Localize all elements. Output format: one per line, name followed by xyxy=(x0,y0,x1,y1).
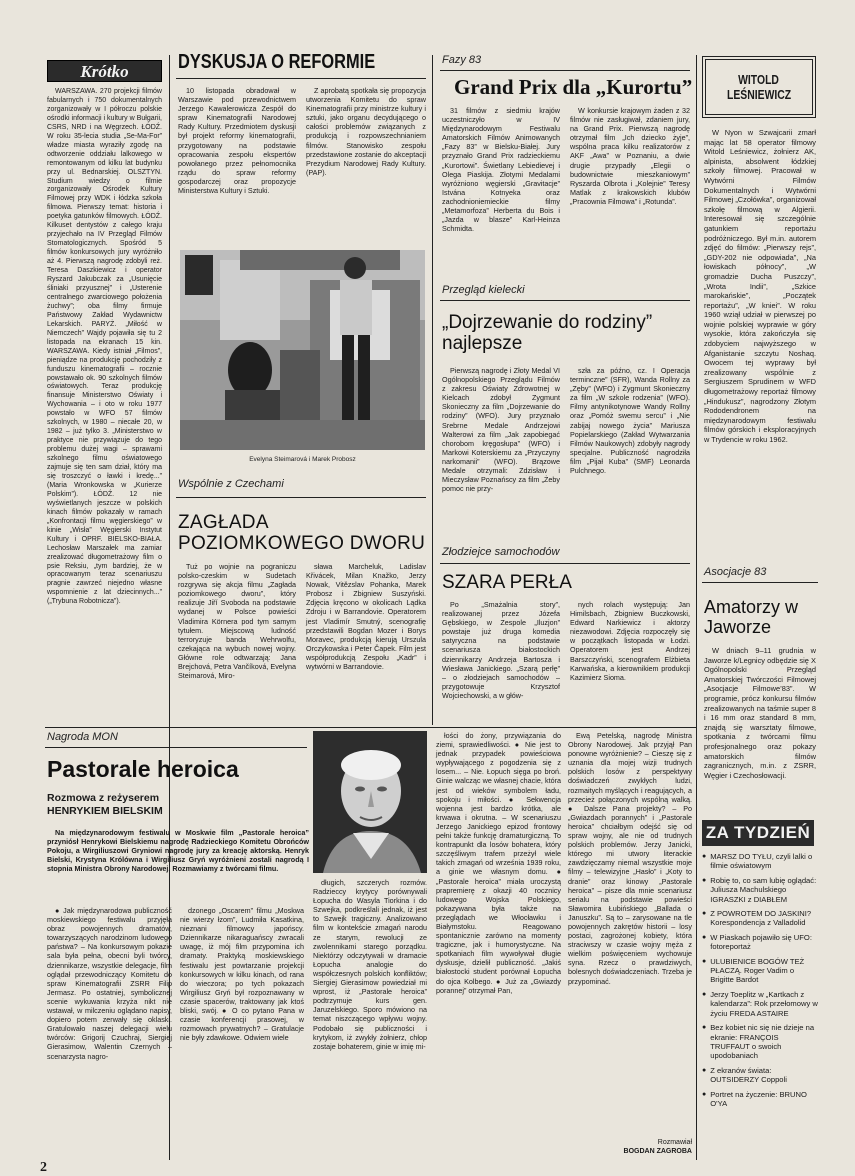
pastorale-section: Nagroda MON xyxy=(47,731,118,743)
lesniewicz-text: W Nyon w Szwajcarii zmarł mając lat 58 operator filmowy Witold Leśniewicz, żołnierz AK, alpinista, absolwent łódzkiej szkoły filmowej. Pracował w Wytwórni Filmów Dokumentalnych i Wytwórni Filmowej „Czołówka”, organizował szkołę filmową w Algierii. Interesował się szczególnie gatunkiem reportażu podróżniczego. Był m.in. autorem zdjęć do filmów: „Pierwszy rejs”, „GDY-202 nie odpowiada”, „Na łowiskach północy”, „W gromadzie Ducha Puszczy”, „Wrota Indii”, „Szkice marokańskie”, „Początek reportażu”, „W knieі”. W roku 1960 wziął udział w pierwszej po wojnie polskiej wyprawie w góry wysokie, która zakończyła się zdobyciem najwyższego w Afganistanie szczytu Noshaq. Owocem tej wyprawy był zrealizowany wspólnie z Sergiuszem Sprudinem w WFD długometrażowy reportaż filmowy „Hindukusz”, nagrodzony Złotym Rododendronem na międzynarodowym festiwalu filmów górskich i eksploracyjnych w Trydencie w roku 1962. xyxy=(704,128,816,444)
bullet-icon: ● xyxy=(702,1066,707,1074)
pastorale-author xyxy=(568,1138,692,1156)
tydzien-item-label: Z POWROTEM DO JASKINI? Korespondencja z Valladolid xyxy=(710,909,812,928)
kielecki-col1: Pierwszą nagrodę i Złoty Medal VI Ogólnopolskiego Przeglądu Filmów z zakresu Oświaty Zdrowotnej w Kielcach zdobył Zygmunt Skonieczny za film „Dojrzewanie do rodziny” (WFO). Jury przyznało Srebrne Medale Andrzejowi Walterowi za film „Jak zapobiegać chorobom kręgosłupa” (WFO) i Markowi Koterskiemu za „Przyczyny narkomanii” (WFO). Brązowe Medale otrzymali: Zdzisław i Mieczysław Poznańscy za film „Żeby pomoc nie przy- xyxy=(442,366,560,494)
pastorale-col2: dzonego „Oscarem” filmu „Moskwa nie wierzy łzom”, Ludmiła Kasatkina, nieznani filmowcy japońscy. Dziennikarze nikaraguańscy zwracali uwagę, iż mój film przypomina ich dramaty. Praktyką moskiewskiego festiwalu jest powtarzanie projekcji konkursowych w kilku kinach, od rana do wieczora; po tych pokazach Wirgiliusz Gryń był rozpoznawany w czasie spacerów, traktowany jak ktoś bliski, swój. ● O co pytano Pana w czasie konferencji prasowej, w rozmowach prywatnych? – Gratulacje nie były zdawkowe. Odwiem wiele xyxy=(180,906,304,1043)
col-divider-mid xyxy=(432,55,433,725)
perla-section: Złodziejce samochodów xyxy=(442,546,560,558)
dyskusja-col1: 10 listopada obradował w Warszawie pod przewodnictwem Jerzego Kawalerowicza Zespół do spraw Kinematografii Narodowej Rady Kultury. Przedmiotem dyskusji był projekt reformy kinematografii, przygotowany na podstawie opracowania zespołu ekspertów powołanego przez pełnomocnika rządu do spraw reformy gospodarczej oraz propozycje Ministerstwa Kultury i Sztuki. xyxy=(178,86,296,196)
tydzien-item-label: Jerzy Toeplitz w „Kartkach z kalendarza”: Rok przełomowy w życiu FREDA ASTAIRE xyxy=(710,989,818,1018)
tydzien-item-label: W Piaskach pojawiło się UFO: fotoreportaż xyxy=(710,932,812,952)
lesniewicz-header-box xyxy=(702,56,816,118)
perla-col1: Po „Smażalnia story”, realizowanej przez Józefa Gębskiego, w Zespole „Iluzjon” powstaje już druga komedia satyryczna na podstawie scenariusza białostockich dziennikarzy Andrzeja Bartosza i Wiesława Janickiego. „Szarą perłę” – o złodziejach samochodów – przygotowuje Krzysztof Wojciechowski, a w głów- xyxy=(442,600,560,700)
wspolnie-col1: Tuż po wojnie na pograniczu polsko-czeskim w Sudetach rozgrywa się akcja filmu „Zagłada poziomkowego dworu”, który realizuje Jiří Svoboda na podstawie wydanej w Polsce powieści Vladimira Körnera pod tym samym tytułem. Miejscową ludność terroryzuje banda Wehrwolfu, czekająca na wybuch nowej wojny. Główne role odtwarzają: Jana Brejchová, Petra Vančíková, Evelyna Steimarová, Miro- xyxy=(178,562,296,681)
author-name: BOGDAN ZAGROBA xyxy=(623,1148,692,1155)
tydzien-item xyxy=(702,852,818,871)
bullet-icon: ● xyxy=(702,1024,707,1032)
asocjacje-text: W dniach 9–11 grudnia w Jaworze k/Legnicy odbędzie się X Ogólnopolski Przegląd Amatorskiej Twórczości Filmowej „Asocjacje Filmowe’83”. W programie, prócz konkursu filmów zrealizowanych na taśmie super 8 i 16 mm oraz standard 8 mm, znajdą się warsztaty filmowe, spotkania z twórcami filmu profesjonalnego oraz pokazy amatorskich filmów zagranicznych, m.in. z ZSRR, Węgier i Czechosłowacji. xyxy=(704,646,816,780)
col-divider-right xyxy=(696,55,697,1160)
tydzien-item-label: Bez kobiet nic się nie dzieje na ekranie: FRANÇOIS TRUFFAUT o swoich upodobaniach xyxy=(710,1023,815,1061)
dyskusja-title: DYSKUSJA O REFORMIE xyxy=(178,51,376,73)
tydzien-item xyxy=(702,933,818,952)
author-label: Rozmawiał xyxy=(657,1139,692,1146)
tydzien-header: ZA TYDZIEŃ xyxy=(702,820,814,846)
bullet-icon: ● xyxy=(702,876,707,884)
tydzien-item-label: Robię to, co sam lubię oglądać: Juliusza Machulskiego IGRASZKI z DIABŁEM xyxy=(710,875,817,904)
tydzien-item-label: Z ekranów świata: OUTSIDERZY Coppoli xyxy=(710,1065,787,1085)
perla-title: SZARA PERŁA xyxy=(442,572,572,593)
pastorale-col1: ● Jak międzynarodowa publiczność moskiewskiego festiwalu przyjęła obraz powojennych dramatów, towarzyszących narodzinom ludowego państwa? – Na konkursowym pokazie sala była pełna, obecni byli twórcy, dziennikarze, wszystkie delegacje, film oglądał przewodniczący Komitetu do spraw Kinematografii ZSRR Filip Jermasz. Po ostatniej, symbolicznej scenie wykuwania krzyża nikt nie wstawał, w milczeniu oglądano napisy, dopiero potem zerwały się oklaski. Gratulowało naszej delegacji wielu twórców: Grigorij Czuchraj, Siergiej Gierasimow, Walentin Czernych – scenarzysta nagro- xyxy=(47,906,172,1061)
lesniewicz-header-last: LEŚNIEWICZ xyxy=(726,87,792,102)
lesniewicz-header-first: WITOLD xyxy=(738,72,780,87)
grandprix-col1: 31 filmów z siedmiu krajów uczestniczyło w IV Międzynarodowym Festiwalu Amatorskich Filmów Animowanych „Fazy 83” w Bielsku-Białej. Jury przyznało Grand Prix radzieckiemu „Kurortowi”. Świetlany Lebiedievej i Olega Piaskija. Złotymi Medalami wyróżniono węgierski „Gravitacje” Istvána Kotnyeka oraz zachodnioniemieckie filmy „Metamorfoza” Herberta du Bois i „Jazda w blasze” Karl-Heinza Schmidta. xyxy=(442,106,560,234)
tydzien-item xyxy=(702,876,818,904)
tydzien-item xyxy=(702,1090,818,1109)
tydzien-item xyxy=(702,1023,818,1061)
asocjacje-title: Amatorzy w Jaworze xyxy=(704,597,799,637)
perla-col2: nych rolach występują: Jan Himilsbach, Zbigniew Buczkowski, Edward Narkiewicz i aktorzy niezawodowi. Zdjęcia rozpoczęły się w początkach listopada w Łodzi. Operatorem jest Andrzej Barszczyński, scenografem Elżbieta Karwańska, a kierownikiem produkcji Kazimierz Sioma. xyxy=(570,600,690,682)
film-still-image xyxy=(180,250,425,450)
tydzien-item xyxy=(702,909,818,928)
grandprix-title: Grand Prix dla „Kurortu” xyxy=(454,75,693,99)
bullet-icon: ● xyxy=(702,957,707,965)
grandprix-col2: W konkursie krajowym żaden z 32 filmów nie zasługiwał, zdaniem jury, na Grand Prix. Pierwszą nagrodę otrzymał film „Ich dziecko żyje”, wspólna praca kilku realizatorów z AKF „Awa” w Poznaniu, a dwie drugie przypadły „Elegii o budownictwie mieszkaniowym” Ryszarda Olbrota i „Kolejnie” Teresy Matlak z krakowskich klubów „Pracownia Filmowa” i „Rotunda”. xyxy=(570,106,690,206)
grandprix-section: Fazy 83 xyxy=(442,54,482,66)
kielecki-section: Przegląd kielecki xyxy=(442,284,525,296)
portrait-image xyxy=(313,731,427,873)
kielecki-col2: szła za późno, cz. I Operacja terminczne” (SFR), Wanda Rollny za „Zęby” (WFO) i Zygmunt Skonieczny za film „W szkole rodzenia” (WFO). Filmy antynikotynowe Wandy Rollny oraz „Pomóż swemu sercu” i „Nie zabijaj nowego życia” Mariusza Popielarskiego (Zakład Wytwarzania Filmów Naukowych) zdobyły nagrody specjalne. Publiczność nagrodziła film „Pijał Kuba” (SMF) Leonarda Pulchnego. xyxy=(570,366,690,476)
photo-steimarova-probosz xyxy=(180,250,425,450)
dyskusja-col2: Z aprobatą spotkała się propozycja utworzenia Komitetu do spraw Kinematografii przy ministrze kultury i sztuki, jako organu decydującego o całości problemów związanych z produkcją i rozpowszechnianiem filmów. Stanowisko zespołu przedstawione zostanie do akceptacji Prezydium Narodowej Rady Kultury. (PAP). xyxy=(306,86,426,177)
pastorale-subtitle-line1: Rozmowa z reżyserem xyxy=(47,792,160,804)
krotko-text: WARSZAWA. 270 projekcji filmów fabularnych i 750 dokumentalnych zorganizowały w I półroczu polskie ośrodki informacji i kultury w Bułgarii, CSRS, NRD i na Węgrzech. ŁÓDŹ. W roku 35-lecia studia „Se-Ma-For” władze miasta wyraziły zgodę na odtworzenie oddziału lalkowego w remontowanym od kilku lat budynku przy ul. Bednarskiej. OLSZTYN. Studium wiedzy o filmie zorganizowały Ośrodek Kultury Filmowej przy WDK i łódzka szkoła filmowa. Pierwszy temat: historia i poetyka gatunków filmowych. ŁÓDŹ. Kilkuset dentystów z całego kraju przyjechało na IV Przegląd Filmów Stomatologicznych. Spośród 5 filmów konkursowych jury wyróżniło aż 4. Pierwszą nagrodę zdobyli reż. Teresa Daszkiewicz i operator Ryszard Jakubczak za „Usunięcie śliniaki przyusznej” i „Usterenie centralnego zwarciowego położenia żuchwy”; oba filmy firmuje Państwowy Zakład Wydawnictw Lekarskich. PARYŻ. „Miłość w Niemczech” Wajdy pojawiła się tu 2 listopada na ekranach 15 kin. WARSZAWA. Kiedy istniał „Filmos”, pieniądze na produkcję pochodziły z funduszu kinematografii – rocznie powstawało ok. 90 szkolnych filmów oświatowych. Teraz produkcję finansuje Ministerstwo Oświaty i Wychowania – i oto w roku 1977 powstało w WFO 57 filmów szkolnych, w 1980 – niecałe 20, w 1982 – już tylko 3. „Ministerstwo w praktyce nie przywiązuje do tego problemu dużej wagi – sprawami szkolnego filmu oświatowego zajmuje się ten sam dział, który ma się troszczyć o ławki i kredę...” (Maria Wronkowska w „Kurierze Polskim”). ŁÓDŹ. 12 nie wyświetlanych jeszcze w polskich kinach filmów pokazały w ramach „Konfrontacji filmu węgierskiego” w kinie „Wisła” Węgierski Instytut Kultury i OPRF. BIELSKO-BIAŁA. Lechosław Marszałek ma zamiar zrealizować długometrażowy film o psie Reksiu, „tym bardziej, że w opracowanym teraz scenariuszu pragnie zawrzeć niejedno własne wspomnienie z lat dziecinnych...” („Trybuna Robotnicza”). xyxy=(47,88,162,606)
wspolnie-section: Wspólnie z Czechami xyxy=(178,478,284,490)
tydzien-item-label: Portret na życzenie: BRUNO O'YA xyxy=(710,1089,807,1108)
tydzien-item xyxy=(702,1066,818,1085)
tydzien-item-label: MARSZ DO TYŁU, czyli lalki o filmie oświatowym xyxy=(710,852,813,871)
bullet-icon: ● xyxy=(702,933,707,941)
pastorale-subtitle xyxy=(47,792,307,818)
bullet-icon: ● xyxy=(702,990,707,998)
wspolnie-title: ZAGŁADA POZIOMKOWEGO DWORU xyxy=(178,512,426,554)
tydzien-item xyxy=(702,990,818,1018)
tydzien-item xyxy=(702,957,818,985)
tydzien-item-label: ULUBIENICE BOGÓW TEŻ PŁACZĄ. Roger Vadim o Brigitte Bardot xyxy=(710,956,805,985)
tydzien-list xyxy=(702,852,818,1152)
bullet-icon: ● xyxy=(702,910,707,918)
photo1-caption: Evelyna Steimarová i Marek Probosz xyxy=(249,456,356,463)
pastorale-subtitle-line2: HENRYKIEM BIELSKIM xyxy=(47,805,163,817)
kielecki-title: „Dojrzewanie do rodziny” najlepsze xyxy=(442,312,653,354)
pastorale-title: Pastorale heroica xyxy=(47,756,239,782)
photo-henryk-bielski xyxy=(313,731,427,873)
krotko-header: Krótko xyxy=(47,60,162,82)
pastorale-col3: długich, szczerych rozmów. Radzieccy krytycy porównywali Łopucha do Wasyla Tiorkina i do Szwejka, podkreślali jednak, iż jest to Szwejk tragiczny. Analizowano film w kontekście zmagań narodu ze starym, rewolucji ze zwolennikami starego porządku. Niektórzy odczytywali w dramacie Łopucha analogie do współczesnych polskich konfliktów; Siergiej Gierasimow powiedział mi wprost, iż „Pastorale heroica” podtrzymuje kurs gen. Jaruzelskiego. Sporo mówiono na temat niszczącego wpływu wojny. Podobało się publiczności i krytykom, iż zwykły żołnierz, chłop zostaje bohaterem, ginie w imię mi- xyxy=(313,878,427,1051)
page-number: 2 xyxy=(40,1160,47,1175)
bullet-icon: ● xyxy=(702,853,707,860)
asocjacje-section: Asocjacje 83 xyxy=(704,566,767,578)
bullet-icon: ● xyxy=(702,1090,707,1098)
pastorale-col5: Ewą Petelską, nagrodę Ministra Obrony Narodowej. Jak przyjął Pan ponowne wyróżnienie? – Cieszę się z uznania dla mojej wizji trudnych polskich losów z perspektywy doświadczeń zwykłych ludzi, rozmaitych myślących i reagujących, a przecież połączonych wspólną walką. ● Dalsze Pana projekty? – Po „Gwiazdach porannych” i „Pastorale heroica” chciałbym odejść się od spraw wojny, ale nie od trudnych polskich problemów. Jerzy Janicki, którego mi utwory literackie zawdzięczamy niemal wszystkie moje filmy – telewizyjne „Hasło” i „Koty to dranie” oraz kinowy „Pastorale heroica” – pisze dla mnie scenariusz serialu na podstawie powieści Sławomira Łubińskiego „Ballada o Januszku”. Są to – zarysowane na tle powojennych zakrętów historii – losy postaci, zagrożonej kobiety, która straciwszy w czasie wojny męża z wielkim poświęceniem wychowuje syna. Rzecz o prawdziwych, bolesnych doświadczeniach. Trzeba je przypominać. xyxy=(568,731,692,986)
wspolnie-col2: sława Marcheluk, Ladislav Křivácek, Milan Knažko, Jerzy Nowak, Vitězslav Pohanka, Marek Probosz i Zbigniew Suszyński. Zdjęcia kręcono w okolicach Lądka Zdroju i w Barrandovie. Operatorem jest Vladimír Smutný, scenografię przedstawili Bogdan Mozer i Borys Moravec, produkcją kierują Urszula Orczykowska i Peter Čapek. Film jest współprodukcją Zespołu „Kadr” i wytwórni w Barrandovie. xyxy=(306,562,426,672)
pastorale-col4: łości do żony, przywiązania do ziemi, sprawiedliwości. ● Nie jest to jednak przypadek powieściowa wypływającego z pogodzenia się z losem... – Nie. Łopuch sięga po broń. Ginie walcząc we własnej chacie, która jest od wieków symbolem ładu, spokoju i miłości. ● Sekwencja wojenna jest bardzo krótka, ale krwawa i okrutna. – W scenariuszu Jerzego Janickiego epizod frontowy pełni także funkcję dramaturgiczną. To kontrapunkt dla losów bohatera, który szczęśliwym trafem przeżył wiele takich zmagań od września 1939 roku, a ginie we własnym domu. ● „Pastorale heroica” miała uroczystą prapremierę z okazji 40 rocznicy ludowego Wojska Polskiego, pokazywana była także na przeglądach we Włocławku i Białymstoku. Reagowano spontanicznie zarówno na momenty tragiczne, jak i humorystyczne. Na spotkaniach film wywoływał długie dyskusje, dzielił publiczność. „Jakiś białostocki student porównał Łopucha do ojca Kolbego. ● Już za „Gwiazdy porannej” otrzymał Pan, xyxy=(436,731,561,995)
pastorale-lead: Na międzynarodowym festiwalu w Moskwie film „Pastorale heroica” przyniósł Henrykowi Bielskiemu nagrodę Radzieckiego Komitetu Obrońców Pokoju, a Wirgiliuszowi Gryniowi nagrodę jury za kreację aktorską. Henryk Bielski, Krystyna Królówna i Wirgiliusz Gryń wyróżnieni zostali nagrodą I stopnia Ministra Obrony Narodowej. Rozmawiamy z twórcami filmu. xyxy=(47,828,309,874)
